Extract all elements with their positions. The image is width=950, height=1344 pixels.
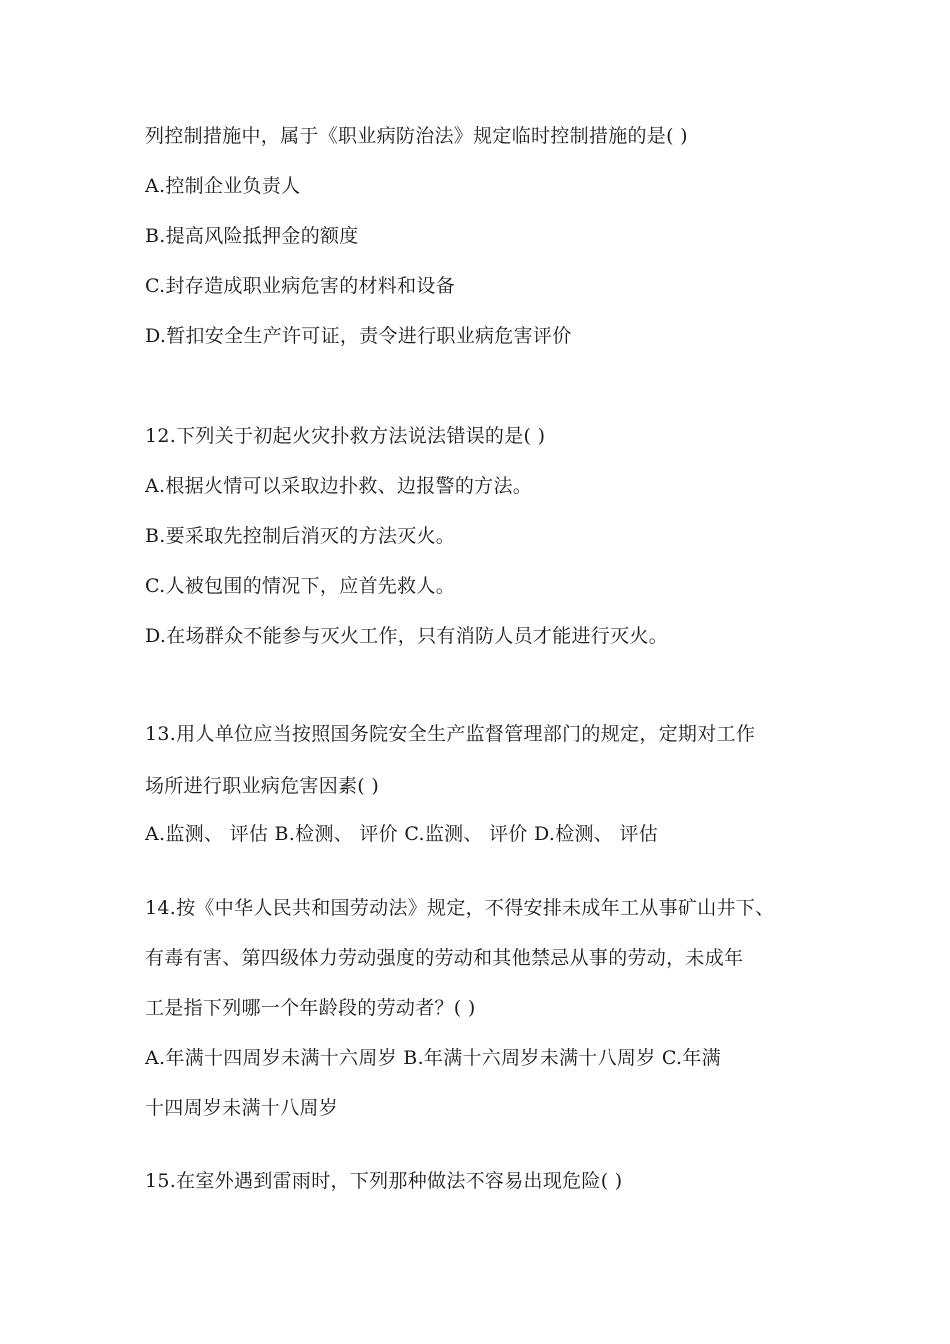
q12-option-b: B.要采取先控制后消灭的方法灭火。 — [145, 525, 456, 547]
q14-options-line-2: 十四周岁未满十八周岁 — [145, 1097, 339, 1119]
q13-stem-line-2: 场所进行职业病危害因素( ) — [145, 775, 380, 797]
q12-option-d: D.在场群众不能参与灭火工作，只有消防人员才能进行灭火。 — [145, 625, 668, 647]
q11-option-a: A.控制企业负责人 — [145, 175, 301, 197]
q12-option-a: A.根据火情可以采取边扑救、边报警的方法。 — [145, 475, 533, 497]
q11-option-b: B.提高风险抵押金的额度 — [145, 225, 359, 247]
q11-stem: 列控制措施中，属于《职业病防治法》规定临时控制措施的是( ) — [145, 125, 688, 147]
q14-stem-line-1: 14.按《中华人民共和国劳动法》规定，不得安排未成年工从事矿山井下、 — [145, 897, 775, 919]
q14-stem-line-3: 工是指下列哪一个年龄段的劳动者？( ) — [145, 997, 476, 1019]
q14-options-line-1: A.年满十四周岁未满十六周岁 B.年满十六周岁未满十八周岁 C.年满 — [145, 1047, 721, 1069]
q12-option-c: C.人被包围的情况下，应首先救人。 — [145, 575, 456, 597]
q13-options: A.监测、 评估 B.检测、 评价 C.监测、 评价 D.检测、 评估 — [145, 823, 659, 845]
q14-stem-line-2: 有毒有害、第四级体力劳动强度的劳动和其他禁忌从事的劳动，未成年 — [145, 947, 744, 969]
q15-stem: 15.在室外遇到雷雨时，下列那种做法不容易出现危险( ) — [145, 1170, 623, 1192]
q11-option-d: D.暂扣安全生产许可证，责令进行职业病危害评价 — [145, 325, 572, 347]
q11-option-c: C.封存造成职业病危害的材料和设备 — [145, 275, 456, 297]
q12-stem: 12.下列关于初起火灾扑救方法说法错误的是( ) — [145, 425, 546, 447]
q13-stem-line-1: 13.用人单位应当按照国务院安全生产监督管理部门的规定，定期对工作 — [145, 723, 756, 745]
